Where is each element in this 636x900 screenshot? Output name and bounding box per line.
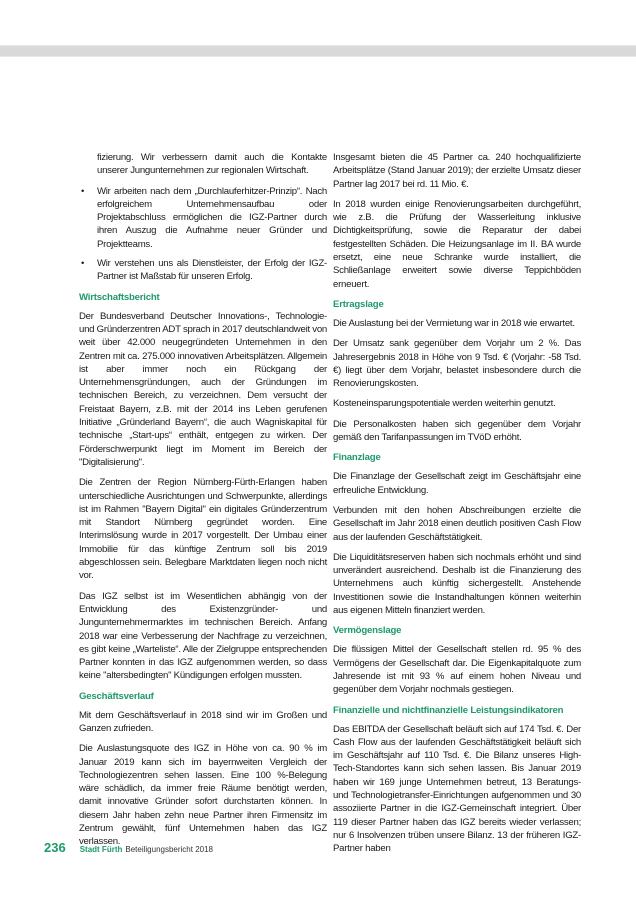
paragraph: Die flüssigen Mittel der Gesellschaft stellen rd. 95 % des Vermögens der Gesellschaft dar. Die Eigenkapitalquote zum Jahresende ist mit 93 % auf einem hohen Niveau und gegenüber dem Vorjahr nochmals gestiegen. bbox=[333, 644, 581, 696]
page-number: 236 bbox=[44, 840, 66, 855]
footer-brand: Stadt Fürth bbox=[79, 845, 123, 854]
paragraph: Die Finanzlage der Gesellschaft zeigt im Geschäftsjahr eine erfreuliche Entwicklung. bbox=[333, 471, 581, 496]
continued-text: fizierung. Wir verbessern damit auch die Kontakte unserer Jungunternehmen zur regionalen Wirtschaft. bbox=[97, 152, 327, 177]
bullet-icon: • bbox=[81, 258, 85, 270]
heading-ertragslage: Ertragslage bbox=[333, 298, 384, 310]
paragraph: Insgesamt bieten die 45 Partner ca. 240 hochqualifizierte Arbeitsplätze (Stand Januar 2019); der erzielte Umsatz dieser Partner lag 2017 bei rd. 11 Mio. €. bbox=[333, 152, 581, 190]
heading-wirtschaftsbericht: Wirtschaftsbericht bbox=[79, 291, 160, 303]
list-item-text: Wir verstehen uns als Dienstleister, der Erfolg der IGZ-Partner ist Maßstab für unseren Erfolg. bbox=[97, 258, 327, 283]
paragraph: Die Liquiditätsreserven haben sich nochmals erhöht und sind unverändert ausreichend. Deshalb ist die Finanzierung des Unternehmens auch künftig sichergestellt. Anstehende Investitionen sowie die Instandhaltungen können weiterhin aus eigenen Mitteln finanziert werden. bbox=[333, 551, 581, 617]
paragraph: Die Personalkosten haben sich gegenüber dem Vorjahr gemäß den Tarifanpassungen im TVöD erhöht. bbox=[333, 418, 581, 444]
left-column bbox=[79, 151, 327, 856]
footer-title: Beteiligungsbericht 2018 bbox=[125, 845, 213, 854]
heading-vermoegenslage: Vermögenslage bbox=[333, 625, 402, 637]
list-item bbox=[79, 257, 327, 284]
list-item-text: Wir arbeiten nach dem „Durchlauferhitzer-Prinzip“. Nach erfolgreichem Unternehmensaufbau oder Projektabschluss ermöglichen die IGZ-Partner durch ihren Auszug die Aufnahme neuer Gründer und Projektteams. bbox=[97, 185, 327, 250]
right-column bbox=[333, 151, 581, 862]
paragraph: Das EBITDA der Gesellschaft beläuft sich auf 174 Tsd. €. Der Cash Flow aus der laufenden Geschäftstätigkeit beläuft sich im Geschäftsjahr auf 110 Tsd. €. Die Bilanz unseres High-Tech-Standortes kann sich sehen lassen. Bis Januar 2019 haben wir 169 junge Unternehmen betreut, 13 Beratungs- und Technologietransfer-Einrichtungen aufgenommen und 30 assoziierte Partner in die IGZ-Gemeinschaft integriert. Über 119 dieser Partner haben das IGZ bereits wieder verlassen; nur 6 Insolvenzen trüben unsere Bilanz. 13 der früheren IGZ-Partner haben bbox=[333, 723, 581, 855]
paragraph: Kosteneinsparungspotentiale werden weiterhin genutzt. bbox=[333, 398, 556, 410]
paragraph: Mit dem Geschäftsverlauf in 2018 sind wir im Großen und Ganzen zufrieden. bbox=[79, 709, 327, 734]
heading-leistungsindikatoren: Finanzielle und nichtfinanzielle Leistungsindikatoren bbox=[333, 704, 564, 716]
paragraph: Die Zentren der Region Nürnberg-Fürth-Erlangen haben unterschiedliche Ausrichtungen und Schwerpunkte, allerdings ist im Rahmen "Bayern Digital" ein digitales Gründerzentrum mit Standort Nürnberg gegründet worden. Eine Interimslösung wurde in 2017 vorgestellt. Der Umbau einer Immobilie für das künftige Zentrum soll bis 2019 abgeschlossen sein. Belegbare Marktdaten liegen noch nicht vor. bbox=[79, 477, 327, 582]
heading-finanzlage: Finanzlage bbox=[333, 452, 381, 464]
paragraph: Der Umsatz sank gegenüber dem Vorjahr um 2 %. Das Jahresergebnis 2018 in Höhe von 9 Tsd. € (Vorjahr: -58 Tsd. €) liegt über dem Vorjahr, belastet insbesondere durch die Renovierungskosten. bbox=[333, 338, 581, 390]
paragraph: Die Auslastung bei der Vermietung war in 2018 wie erwartet. bbox=[333, 317, 575, 329]
top-bar bbox=[0, 45, 636, 57]
paragraph: Das IGZ selbst ist im Wesentlichen abhängig von der Entwicklung des Existenzgründer- und Jungunternehmermarktes im technischen Bereich. Anfang 2018 war eine Verbesserung der Nachfrage zu verzeichnen, es gibt keine „Warteliste“. Alle der Zielgruppe entsprechenden Partner konnten in das IGZ aufgenommen werden, so dass keine "altersbedingten" Kündigungen erfolgen mussten. bbox=[79, 590, 327, 682]
paragraph: Verbunden mit den hohen Abschreibungen erzielte die Gesellschaft im Jahr 2018 einen deutlich positiven Cash Flow aus der laufenden Geschäftstätigkeit. bbox=[333, 504, 581, 543]
page-footer bbox=[44, 840, 213, 855]
heading-geschaeftsverlauf: Geschäftsverlauf bbox=[79, 690, 154, 702]
bullet-icon: • bbox=[81, 185, 85, 197]
paragraph: Der Bundesverband Deutscher Innovations-, Technologie- und Gründerzentren ADT sprach in 2017 deutschlandweit von weit über 42.000 neugegründeten Unternehmen in den Zentren mit ca. 275.000 innovativen Arbeitsplätzen. Allgemein ist aber immer noch ein Rückgang der Unternehmensgründungen, auch der Gründungen im technischen Bereich, zu verzeichnen. Dem versucht der Freistaat Bayern, z.B. mit der 2014 ins Leben gerufenen Initiative „Gründerland Bayern“, die auch Wagniskapital für technische „Start-ups“ enthält, entgegen zu wirken. Der Förderschwerpunkt liegt im Moment im Bereich der "Digitalisierung". bbox=[79, 310, 327, 468]
paragraph: Die Auslastungsquote des IGZ in Höhe von ca. 90 % im Januar 2019 kann sich im bayernweiten Vergleich der Technologiezentren sehen lassen. Eine 100 %-Belegung wäre schädlich, da immer freie Räume benötigt werden, damit innovative Gründer sofort durchstarten können. In diesem Jahr haben zehn neue Partner ihren Firmensitz im Zentrum gewählt, fünf Unternehmen haben das IGZ verlassen. bbox=[79, 743, 327, 848]
bullet-list bbox=[79, 185, 327, 284]
list-item bbox=[79, 185, 327, 251]
paragraph: In 2018 wurden einige Renovierungsarbeiten durchgeführt, wie z.B. die Prüfung der Wasserleitung inklusive Dichtigkeitsprüfung, sowie die Reparatur der dabei festgestellten Schäden. Die Heizungsanlage im II. BA wurde ersetzt, eine neue Schranke wurde installiert, die Schließanlage erweitert sowie diverse Teppichböden erneuert. bbox=[333, 198, 581, 290]
